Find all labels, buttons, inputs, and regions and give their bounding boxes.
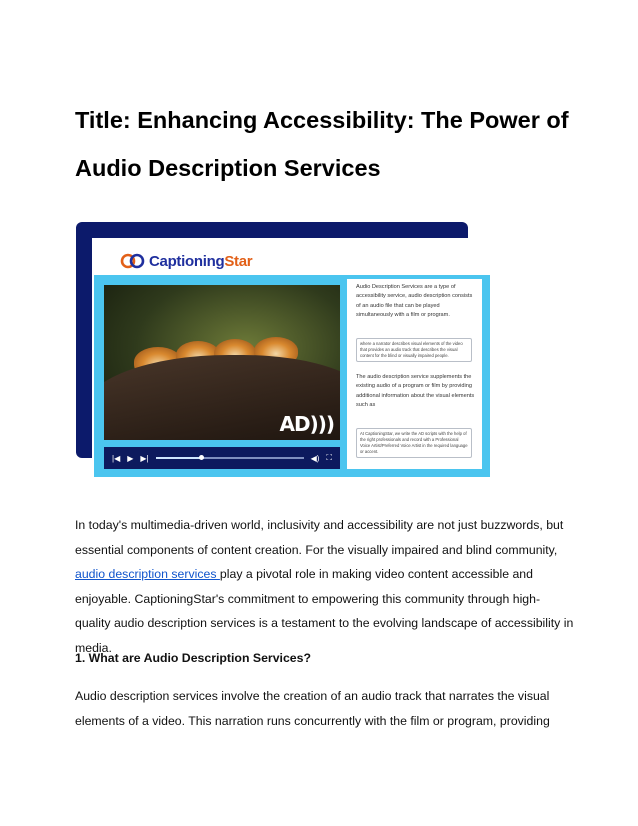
ad-badge-text: AD <box>279 412 310 436</box>
logo-icon <box>120 252 146 270</box>
prev-icon[interactable]: |◀ <box>112 453 121 463</box>
logo-text-captioning: Captioning <box>149 252 225 270</box>
play-icon[interactable]: ▶ <box>127 453 134 463</box>
audio-description-link[interactable]: audio description services <box>75 567 220 581</box>
next-icon[interactable]: ▶| <box>140 453 149 463</box>
info-text-2: The audio description service supplements the existing audio of a program or film by providing additional information about the visual elements such as <box>356 374 475 408</box>
progress-knob[interactable] <box>199 455 204 460</box>
progress-slider[interactable] <box>156 457 304 459</box>
section-paragraph: Audio description services involve the creation of an audio track that narrates the visual elements of a video. This narration runs concurrently with the film or program, providing <box>75 689 550 728</box>
audio-description-badge <box>279 412 334 436</box>
brand-logo <box>120 252 252 270</box>
intro-paragraph: In today's multimedia-driven world, inclusivity and accessibility are not just buzzwords, but essential components of content creation. For the visually impaired and blind community, audio description services play a pivotal role in making video content accessible and enjoyable. CaptioningStar's commitment to empowering this community through high-quality audio description services is a testament to the evolving landscape of accessibility in media. <box>75 518 574 655</box>
video-controls <box>104 447 340 469</box>
video-thumbnail[interactable] <box>104 285 340 440</box>
title-line-2: Audio Description Services <box>75 155 381 181</box>
section-heading: 1. What are Audio Description Services? <box>75 651 311 665</box>
ad-waves-icon: ))) <box>309 412 334 436</box>
volume-icon[interactable]: ◀) <box>310 453 320 463</box>
info-box-2: At CaptioningStar, we write the AD scripts with the help of the right professionals and record with a Professional Voice Artist/Preferred Voice Artist in the required language or accent. <box>356 428 472 458</box>
page-title <box>75 96 595 192</box>
info-box-1: where a narrator describes visual elements of the video that provides an audio track that describes the visual content for the blind or visually impaired people. <box>356 338 472 362</box>
info-text-1: Audio Description Services are a type of accessibility service, audio description consists of an audio file that can be played simultaneously with a film or program. <box>356 284 473 318</box>
title-line-1: Title: Enhancing Accessibility: The Power of <box>75 107 569 133</box>
logo-text-star: Star <box>224 252 253 270</box>
fullscreen-icon[interactable]: ⛶ <box>326 453 332 462</box>
